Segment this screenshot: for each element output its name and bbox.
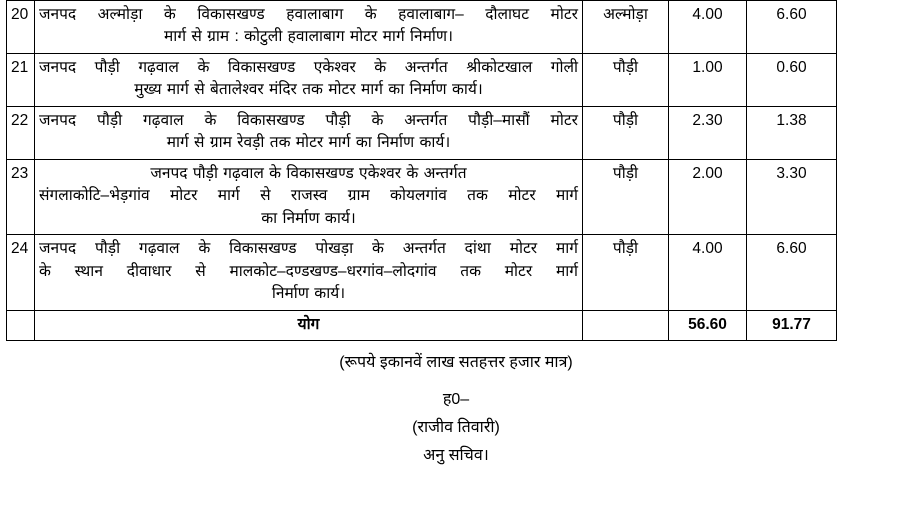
description-line: मुख्य मार्ग से बेतालेश्वर मंदिर तक मोटर मार्ग का निर्माण कार्य।: [134, 81, 483, 99]
row-amount-sanctioned: 1.00: [669, 53, 747, 106]
signatory-name: (राजीव तिवारी): [412, 419, 500, 437]
description-line: का निर्माण कार्य।: [261, 209, 356, 227]
table-total-row: [7, 310, 837, 340]
amount-in-words: (रूपये इकानवें लाख सतहत्तर हजार मात्र): [339, 354, 573, 372]
total-blank-district: [583, 310, 669, 340]
row-amount-sanctioned: 2.00: [669, 159, 747, 234]
row-serial-number: 23: [7, 159, 35, 234]
footer-block: [6, 350, 836, 470]
signatory-designation: अनु सचिव।: [423, 447, 489, 465]
total-label: योग: [35, 310, 583, 340]
table-row: [7, 53, 837, 106]
row-description: [35, 1, 583, 54]
row-serial-number: 24: [7, 235, 35, 310]
description-line: जनपद पौड़ी गढ़वाल के विकासखण्ड पोखड़ा के अन्तर्गत दांथा मोटर मार्ग: [39, 240, 578, 258]
total-blank-cell: [7, 310, 35, 340]
description-line: संगलाकोटि–भेड़गांव मोटर मार्ग से राजस्व ग्राम कोयलगांव तक मोटर मार्ग: [39, 187, 578, 205]
table-row: [7, 159, 837, 234]
description-line: मार्ग से ग्राम रेवड़ी तक मोटर मार्ग का निर्माण कार्य।: [166, 134, 451, 152]
description-line: निर्माण कार्य।: [271, 285, 346, 303]
row-amount-released: 3.30: [747, 159, 837, 234]
row-district: पौड़ी: [583, 235, 669, 310]
row-serial-number: 20: [7, 1, 35, 54]
description-line: के स्थान दीवाधार से मालकोट–दण्डखण्ड–धरगांव–लोदगांव तक मोटर मार्ग: [39, 262, 578, 280]
row-serial-number: 21: [7, 53, 35, 106]
row-description: [35, 159, 583, 234]
description-line: जनपद पौड़ी गढ़वाल के विकासखण्ड पौड़ी के अन्तर्गत पौड़ी–मासौं मोटर: [39, 111, 578, 129]
row-amount-released: 0.60: [747, 53, 837, 106]
description-line: जनपद पौड़ी गढ़वाल के विकासखण्ड एकेश्वर के अन्तर्गत: [150, 164, 467, 182]
signature-block: [6, 386, 836, 470]
row-district: पौड़ी: [583, 159, 669, 234]
description-line: जनपद पौड़ी गढ़वाल के विकासखण्ड एकेश्वर के अन्तर्गत श्रीकोटखाल गोली: [39, 58, 578, 76]
row-amount-released: 6.60: [747, 1, 837, 54]
row-serial-number: 22: [7, 106, 35, 159]
table-row: [7, 106, 837, 159]
row-amount-sanctioned: 4.00: [669, 1, 747, 54]
total-amount-released: 91.77: [747, 310, 837, 340]
row-description: [35, 235, 583, 310]
table-row: [7, 1, 837, 54]
row-amount-released: 1.38: [747, 106, 837, 159]
row-amount-sanctioned: 2.30: [669, 106, 747, 159]
total-amount-sanctioned: 56.60: [669, 310, 747, 340]
row-amount-released: 6.60: [747, 235, 837, 310]
sanction-table: [6, 0, 837, 341]
description-line: जनपद अल्मोड़ा के विकासखण्ड हवालाबाग के हवालाबाग– दौलाघट मोटर: [39, 6, 578, 23]
table-row: [7, 235, 837, 310]
row-district: पौड़ी: [583, 53, 669, 106]
signature-mark: ह0–: [442, 391, 470, 409]
row-description: [35, 53, 583, 106]
description-line: मार्ग से ग्राम : कोटुली हवालाबाग मोटर मार्ग निर्माण।: [164, 28, 453, 46]
row-district: पौड़ी: [583, 106, 669, 159]
row-district: अल्मोड़ा: [583, 1, 669, 54]
row-amount-sanctioned: 4.00: [669, 235, 747, 310]
row-description: [35, 106, 583, 159]
